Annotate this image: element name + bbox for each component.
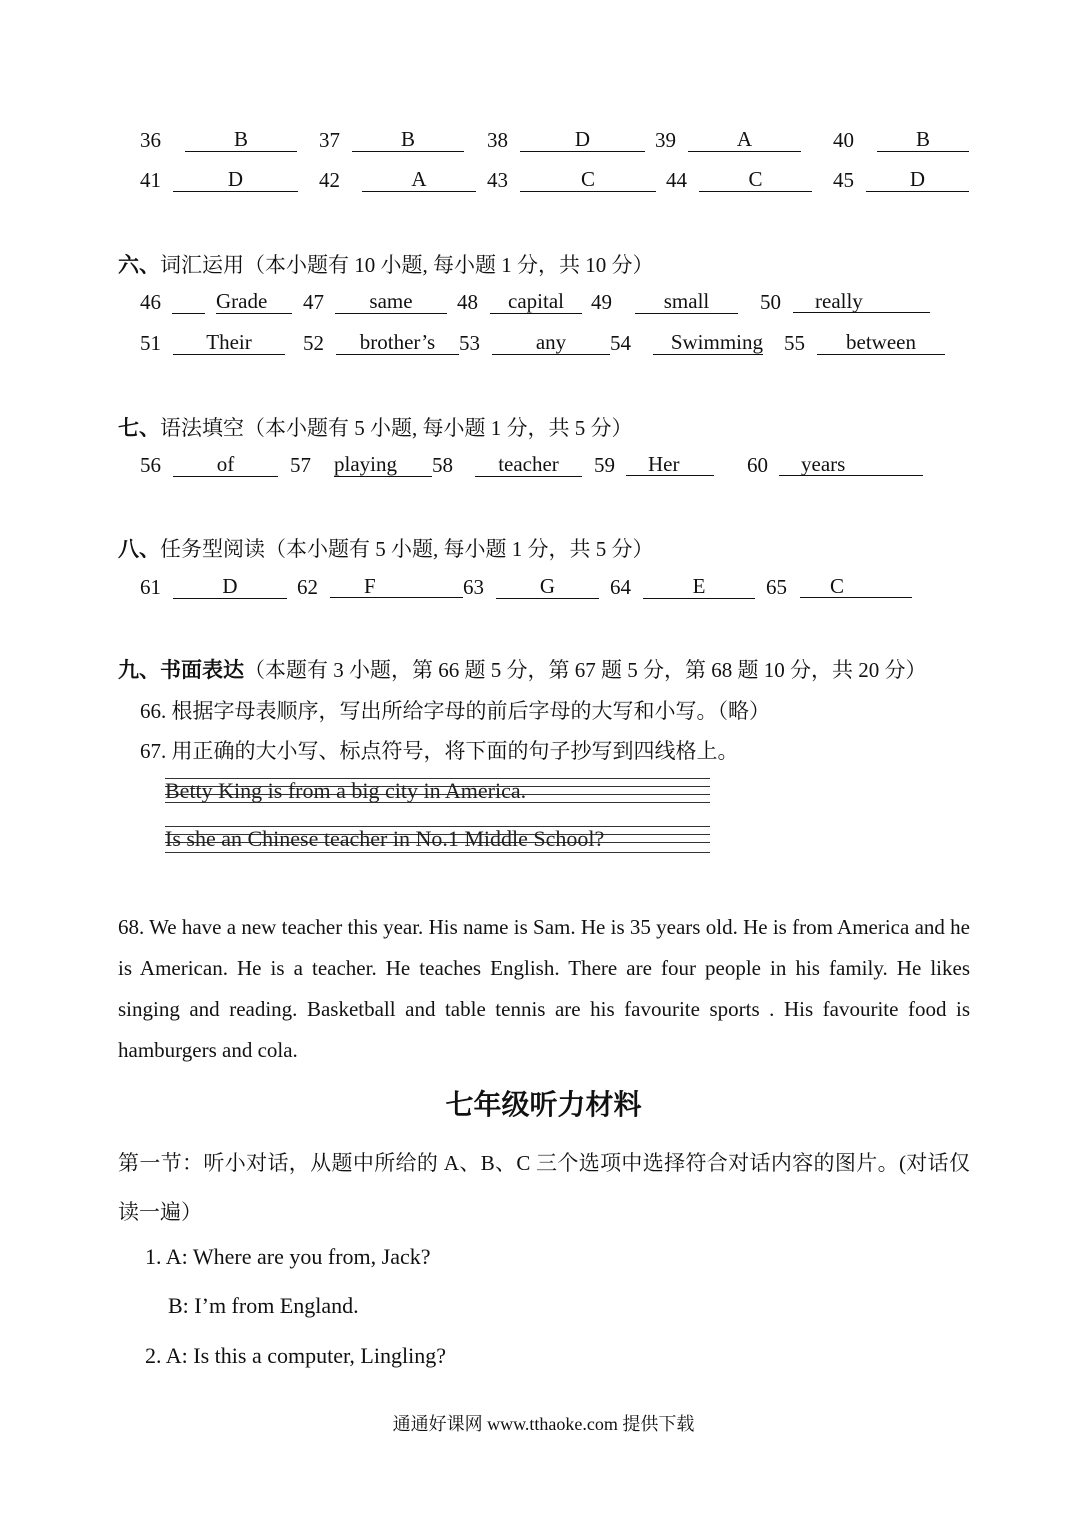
q40-answer: B bbox=[877, 127, 969, 152]
q48-number: 48 bbox=[457, 290, 478, 314]
q54-answer: Swimming bbox=[653, 330, 763, 355]
section8-title: 任务型阅读（本小题有 5 小题, 每小题 1 分，共 5 分） bbox=[160, 537, 654, 561]
q43-answer: C bbox=[520, 167, 656, 192]
q57-number: 57 bbox=[290, 453, 311, 477]
q65-number: 65 bbox=[766, 575, 787, 599]
question-66: 66. 根据字母表顺序，写出所给字母的前后字母的大写和小写。（略） bbox=[140, 699, 770, 723]
q41-answer: D bbox=[173, 167, 298, 192]
q41-number: 41 bbox=[140, 168, 161, 192]
q51-answer: Their bbox=[173, 330, 285, 355]
question-67: 67. 用正确的大小写、标点符号，将下面的句子抄写到四线格上。 bbox=[140, 739, 739, 763]
section9-title: （本题有 3 小题，第 66 题 5 分，第 67 题 5 分，第 68 题 10 分，共 20 分） bbox=[244, 658, 927, 682]
q36-number: 36 bbox=[140, 128, 161, 152]
section9-heading bbox=[118, 654, 927, 684]
q64-number: 64 bbox=[610, 575, 631, 599]
q44-answer: C bbox=[699, 167, 812, 192]
q62-number: 62 bbox=[297, 575, 318, 599]
q51-number: 51 bbox=[140, 331, 161, 355]
section7-number: 七、 bbox=[118, 416, 160, 440]
q46-answer bbox=[172, 289, 205, 314]
q59-answer: Her bbox=[626, 452, 714, 476]
q37-number: 37 bbox=[319, 128, 340, 152]
question-68-text: 68. We have a new teacher this year. His name is Sam. He is 35 years old. He is from America and he is American. He is a teacher. He teaches English. There are four people in his family. He likes singing and reading. Basketball and table tennis are his favourite sports . His favourite food is hamburgers and cola. bbox=[118, 915, 970, 1062]
q49-answer: small bbox=[635, 289, 738, 314]
q50-answer: really bbox=[793, 289, 930, 313]
section6-title: 词汇运用（本小题有 10 小题, 每小题 1 分，共 10 分） bbox=[160, 253, 654, 277]
q56-number: 56 bbox=[140, 453, 161, 477]
q44-number: 44 bbox=[666, 168, 687, 192]
q53-number: 53 bbox=[459, 331, 480, 355]
dialog-1-a: 1. A: Where are you from, Jack? bbox=[145, 1244, 431, 1269]
q37-answer: B bbox=[352, 127, 464, 152]
q59-number: 59 bbox=[594, 453, 615, 477]
q52-answer: brother’s bbox=[336, 330, 459, 355]
q45-answer: D bbox=[866, 167, 969, 192]
q58-number: 58 bbox=[432, 453, 453, 477]
copy-lines-2 bbox=[165, 826, 710, 856]
copy-sentence-1: Betty King is from a big city in America. bbox=[165, 778, 527, 803]
q39-answer: A bbox=[688, 127, 801, 152]
q38-number: 38 bbox=[487, 128, 508, 152]
section8-heading bbox=[118, 533, 654, 563]
q63-number: 63 bbox=[463, 575, 484, 599]
q65-answer: C bbox=[800, 574, 912, 598]
q38-answer: D bbox=[520, 127, 645, 152]
q57-answer: playing bbox=[334, 452, 432, 477]
q42-number: 42 bbox=[319, 168, 340, 192]
q58-answer: teacher bbox=[475, 452, 582, 477]
q43-number: 43 bbox=[487, 168, 508, 192]
q39-number: 39 bbox=[655, 128, 676, 152]
dialog-1-b: B: I’m from England. bbox=[168, 1293, 359, 1318]
copy-lines-1 bbox=[165, 778, 710, 808]
q60-answer: years bbox=[779, 452, 923, 476]
q50-number: 50 bbox=[760, 290, 781, 314]
q36-answer: B bbox=[185, 127, 297, 152]
footer: 通通好课网 www.tthaoke.com 提供下载 bbox=[392, 1414, 695, 1434]
q54-number: 54 bbox=[610, 331, 631, 355]
q55-number: 55 bbox=[784, 331, 805, 355]
q63-answer: G bbox=[496, 574, 599, 599]
q61-number: 61 bbox=[140, 575, 161, 599]
q49-number: 49 bbox=[591, 290, 612, 314]
q62-answer: F bbox=[330, 574, 463, 598]
dialog-2-a: 2. A: Is this a computer, Lingling? bbox=[145, 1343, 446, 1368]
section9-number-title: 九、书面表达 bbox=[118, 658, 244, 682]
q42-answer: A bbox=[362, 167, 476, 192]
q52-number: 52 bbox=[303, 331, 324, 355]
copy-sentence-2: Is she an Chinese teacher in No.1 Middle School? bbox=[165, 826, 605, 851]
q60-number: 60 bbox=[747, 453, 768, 477]
q56-answer: of bbox=[173, 452, 278, 477]
q47-answer: same bbox=[335, 289, 447, 314]
q46-grade-answer: Grade bbox=[216, 289, 292, 314]
section8-number: 八、 bbox=[118, 537, 160, 561]
section6-heading bbox=[118, 249, 654, 279]
section7-heading bbox=[118, 412, 633, 442]
q47-number: 47 bbox=[303, 290, 324, 314]
q64-answer: E bbox=[643, 574, 755, 599]
section6-number: 六、 bbox=[118, 253, 160, 277]
q55-answer: between bbox=[817, 330, 945, 355]
q48-answer: capital bbox=[490, 289, 582, 314]
listening-title: 七年级听力材料 bbox=[445, 1090, 642, 1121]
listening-intro: 第一节：听小对话，从题中所给的 A、B、C 三个选项中选择符合对话内容的图片。(对话仅读一遍） bbox=[118, 1151, 970, 1224]
q53-answer: any bbox=[492, 330, 610, 355]
q61-answer: D bbox=[173, 574, 287, 599]
q46-number: 46 bbox=[140, 290, 161, 314]
q45-number: 45 bbox=[833, 168, 854, 192]
q40-number: 40 bbox=[833, 128, 854, 152]
section7-title: 语法填空（本小题有 5 小题, 每小题 1 分，共 5 分） bbox=[160, 416, 633, 440]
